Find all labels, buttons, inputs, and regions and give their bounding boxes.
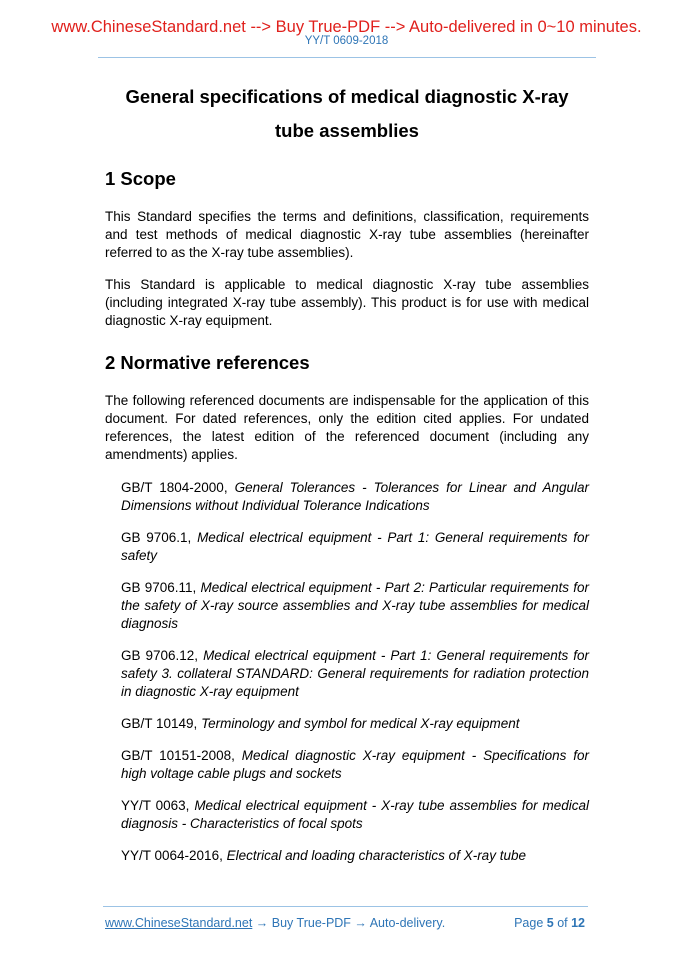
header-divider bbox=[98, 57, 596, 58]
reference-code: GB/T 10151-2008, bbox=[121, 748, 242, 763]
of-label: of bbox=[553, 916, 572, 930]
website-link[interactable]: www.ChineseStandard.net bbox=[105, 916, 253, 930]
reference-code: GB 9706.11, bbox=[121, 580, 201, 595]
reference-item bbox=[121, 647, 589, 701]
reference-title: Medical electrical equipment - Part 1: General requirements for safety bbox=[121, 530, 589, 563]
page-content bbox=[105, 80, 589, 865]
reference-title: Medical electrical equipment - Part 1: General requirements for safety 3. collateral STANDARD: General requirements for radiation protection in diagnostic X-ray equipment bbox=[121, 648, 589, 699]
reference-item bbox=[121, 529, 589, 565]
reference-title: Medical diagnostic X-ray equipment - Specifications for high voltage cable plugs and sockets bbox=[121, 748, 589, 781]
reference-item bbox=[121, 579, 589, 633]
section-heading-normative-references: 2 Normative references bbox=[105, 352, 310, 373]
footer-divider bbox=[103, 906, 588, 907]
reference-code: GB/T 1804-2000, bbox=[121, 480, 235, 495]
reference-item bbox=[121, 797, 589, 833]
reference-title: General Tolerances - Tolerances for Linear and Angular Dimensions without Individual Tolerance Indications bbox=[121, 480, 590, 513]
page-number: 5 bbox=[546, 916, 554, 930]
reference-title: Medical electrical equipment - X-ray tube assemblies for medical diagnosis - Characteristics of focal spots bbox=[121, 798, 589, 831]
page-footer bbox=[105, 916, 585, 930]
reference-code: GB 9706.12, bbox=[121, 648, 204, 663]
references-intro: The following referenced documents are indispensable for the application of this document. For dated references, only the edition cited applies. For undated references, the latest edition of the referenced document (including any amendments) applies. bbox=[105, 393, 589, 462]
reference-code: YY/T 0063, bbox=[121, 798, 195, 813]
page-indicator bbox=[514, 916, 585, 930]
reference-title: Electrical and loading characteristics of X-ray tube bbox=[226, 848, 526, 863]
footer-promo-text: → Buy True-PDF → Auto-delivery. bbox=[252, 916, 446, 930]
reference-code: GB 9706.1, bbox=[121, 530, 198, 545]
reference-code: YY/T 0064-2016, bbox=[121, 848, 227, 863]
page-label: Page bbox=[514, 916, 547, 930]
scope-paragraph: This Standard is applicable to medical diagnostic X-ray tube assemblies (including integrated X-ray tube assembly). This product is for use with medical diagnostic X-ray equipment. bbox=[105, 277, 589, 328]
title-line-1: General specifications of medical diagnostic X-ray bbox=[125, 86, 569, 107]
reference-item bbox=[121, 715, 589, 733]
reference-title: Medical electrical equipment - Part 2: Particular requirements for the safety of X-ray source assemblies and X-ray tube assemblies for medical diagnosis bbox=[121, 580, 589, 631]
reference-list bbox=[105, 479, 589, 865]
document-title bbox=[105, 80, 589, 148]
footer-promo bbox=[105, 916, 445, 930]
reference-item bbox=[121, 847, 589, 865]
promo-banner: www.ChineseStandard.net --> Buy True-PDF --> Auto-delivered in 0~10 minutes. bbox=[51, 18, 642, 36]
reference-item bbox=[121, 747, 589, 783]
page-total: 12 bbox=[571, 916, 585, 930]
document-number: YY/T 0609-2018 bbox=[304, 35, 389, 47]
reference-item bbox=[121, 479, 589, 515]
reference-code: GB/T 10149, bbox=[121, 716, 202, 731]
reference-title: Terminology and symbol for medical X-ray equipment bbox=[201, 716, 520, 731]
section-heading-scope: 1 Scope bbox=[105, 168, 176, 189]
title-line-2: tube assemblies bbox=[275, 120, 419, 141]
scope-paragraph: This Standard specifies the terms and definitions, classification, requirements and test methods of medical diagnostic X-ray tube assemblies (hereinafter referred to as the X-ray tube assemblies). bbox=[105, 209, 589, 260]
